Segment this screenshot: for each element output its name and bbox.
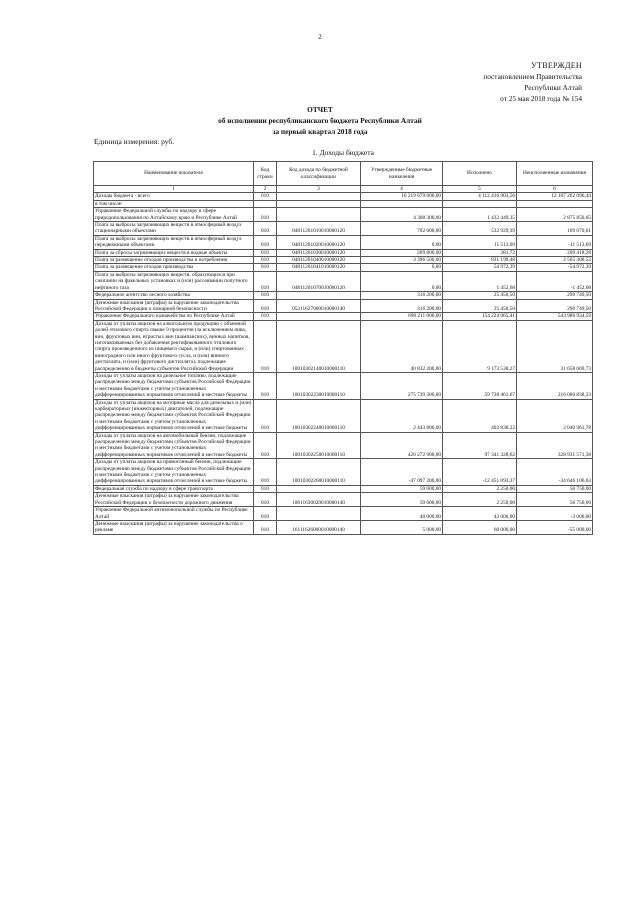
table-row [94,235,593,249]
row-name: Управление Федеральной службы по надзору в сфере природопользования по Алтайскому краю и Республике Алтай [94,208,254,222]
row-approved: 3 396 500,00 [361,257,443,264]
row-line-code: 010 [254,313,277,320]
row-approved: 316 200,00 [361,299,443,313]
row-remaining: -34 646 106,63 [517,459,593,486]
row-approved: 0,00 [361,264,443,271]
approval-line: Республики Алтай [524,83,582,92]
income-table [93,161,593,535]
row-line-code: 010 [254,264,277,271]
row-name: Управление Федеральной антимонопольной службы по Республике Алтай [94,507,254,521]
row-approved: 2 443 800,00 [361,399,443,432]
row-name: Доходы бюджета - всего [94,193,254,200]
row-line-code: 010 [254,235,277,249]
row-remaining: 216 000 838,33 [517,372,593,399]
row-line-code: 010 [254,193,277,200]
row-name: Доходы от уплаты акцизов на автомобильный бензин, подлежащие распределению между бюджетами субъектов Российской Федерации и местными бюджетами с учетом установленных дифференцированных нормативов отчислений в местные бюджеты [94,432,254,459]
row-income-code: 10010302240010000110 [277,399,361,432]
row-executed: 532 929,39 [443,222,517,236]
row-line-code: 010 [254,485,277,492]
table-row [94,222,593,236]
row-line-code: 010 [254,271,277,291]
row-name: Доходы от уплаты акцизов на дизельное топливо, подлежащие распределению между бюджетами субъектов Российской Федерации и местными бюджетами с учетом установленных дифференцированных нормативов отчислений в местные бюджеты [94,372,254,399]
table-row [94,520,593,534]
table-row [94,208,593,222]
row-line-code: 010 [254,257,277,264]
row-income-code [277,292,361,299]
row-remaining: 2 875 850,65 [517,208,593,222]
row-executed: 54 972,39 [443,264,517,271]
row-remaining: 12 107 262 096,44 [517,193,593,200]
column-header: Код дохода по бюджетной классификации [277,162,361,186]
table-row [94,257,593,264]
row-approved: 59 000,00 [361,493,443,507]
row-approved: 16 219 679 000,00 [361,193,443,200]
row-remaining: -1 452,68 [517,271,593,291]
column-number: 5 [443,186,517,193]
column-number: 2 [254,186,277,193]
column-header: Утвержденные бюджетные назначения [361,162,443,186]
row-approved: 698 211 000,00 [361,313,443,320]
row-line-code: 010 [254,399,277,432]
row-executed: 43 000,00 [443,507,517,521]
row-income-code [277,193,361,200]
column-header: Исполнено [443,162,517,186]
row-name: Доходы от уплаты акцизов на моторные масла для дизельных и (или) карбюраторных (инжекторных) двигателей, подлежащие распределению между бюджетами субъектов Российской Федерации и местными бюджетами с учетом установленных дифференцированных нормативов отчислений в местные бюджеты [94,399,254,432]
row-remaining: 543 986 934,59 [517,313,593,320]
table-row [94,193,593,200]
row-remaining: -54 972,39 [517,264,593,271]
row-income-code: 04811201041010000120 [277,264,361,271]
row-name: Управление Федерального казначейства по Республике Алтай [94,313,254,320]
table-row [94,271,593,291]
column-header: Код строки [254,162,277,186]
row-executed: 831 199,48 [443,257,517,264]
row-approved: 702 000,00 [361,222,443,236]
table-row [94,372,593,399]
row-income-code: 10010302250010000110 [277,432,361,459]
table-row [94,399,593,432]
row-executed: 25 450,50 [443,292,517,299]
column-number: 6 [517,186,593,193]
approval-line: постановлением Правительства [483,72,582,81]
row-remaining: 169 070,61 [517,222,593,236]
page-number: 2 [318,33,322,41]
row-income-code: 04811201020010000120 [277,235,361,249]
table-row [94,200,593,207]
row-remaining: 209 418,28 [517,249,593,256]
table-row [94,459,593,486]
row-approved: 5 000,00 [361,520,443,534]
row-remaining: 290 749,50 [517,292,593,299]
row-income-code [277,485,361,492]
row-approved: 40 832 200,00 [361,320,443,372]
column-number: 1 [94,186,254,193]
row-approved: 426 272 900,00 [361,432,443,459]
title-line: ОТЧЕТ [307,105,333,114]
row-name: Доходы от уплаты акцизов на алкогольную продукцию с объемной долей этилового спирта свыше 9 процентов (за исключением пива, вин, фруктовых вин, игристых вин (шампанских), винных напитков, изготавливаемых без добавления ректификованного этилового спирта произведенного из пищевого сырья, и (или) спиртованных виноградного или иного фруктового сусла, и (или) винного дистиллята, и (или) фруктового дистиллята), подлежащие распределению в бюджеты субъектов Российской Федерации [94,320,254,372]
table-row [94,313,593,320]
row-executed: -12 451 093,37 [443,459,517,486]
row-name: в том числе: [94,200,254,207]
row-income-code: 05311627000010000140 [277,299,361,313]
report-title [0,104,640,137]
row-remaining: -3 000,00 [517,507,593,521]
row-executed: 9 173 530,27 [443,320,517,372]
row-approved: 209 800,00 [361,249,443,256]
row-approved: 59 000,00 [361,485,443,492]
row-income-code: 10010302140010000110 [277,320,361,372]
title-line: об исполнении республиканского бюджета Республики Алтай [218,116,422,125]
row-executed: 2 250,00 [443,493,517,507]
row-approved: -47 097 200,00 [361,459,443,486]
row-remaining: 328 931 571,38 [517,432,593,459]
row-income-code: 16111626000010000140 [277,520,361,534]
column-header: Наименование показателя [94,162,254,186]
row-name: Федеральная служба по надзору в сфере транспорта [94,485,254,492]
row-line-code: 010 [254,507,277,521]
row-executed: 1 432 449,35 [443,208,517,222]
row-executed: 97 341 328,62 [443,432,517,459]
row-approved: 0,00 [361,271,443,291]
row-remaining: -55 000,00 [517,520,593,534]
row-name: Плата за размещение отходов производства [94,264,254,271]
approval-line: от 25 мая 2018 года № 154 [500,94,582,103]
row-income-code: 04811201010010000120 [277,222,361,236]
row-line-code: 010 [254,520,277,534]
row-line-code: 010 [254,320,277,372]
row-income-code [277,507,361,521]
row-income-code: 04811201030010000120 [277,249,361,256]
table-row [94,299,593,313]
row-name: Плата за сбросы загрязняющих веществ в водные объекты [94,249,254,256]
row-executed: 25 450,50 [443,299,517,313]
row-name: Доходы от уплаты акцизов на прямогонный бензин, подлежащие распределению между бюджетами субъектов Российской Федерации и местными бюджетами с учетом установленных дифференцированных нормативов отчислений в местные бюджеты [94,459,254,486]
row-executed: 1 452,68 [443,271,517,291]
row-line-code: 010 [254,493,277,507]
column-number: 4 [361,186,443,193]
row-approved: 316 200,00 [361,292,443,299]
row-name: Плата за размещение отходов производства и потребления [94,257,254,264]
row-line-code: 010 [254,249,277,256]
row-approved: 40 000,00 [361,507,443,521]
row-income-code [277,208,361,222]
row-approved: 0,00 [361,235,443,249]
table-row [94,249,593,256]
row-income-code: 10010302230010000110 [277,372,361,399]
row-remaining: 2 040 961,78 [517,399,593,432]
row-name: Федеральное агентство лесного хозяйства [94,292,254,299]
row-executed: 4 112 416 903,56 [443,193,517,200]
column-number-row [94,186,593,193]
row-income-code [277,200,361,207]
approval-stamp [483,60,582,104]
unit-label: Единица измерения: руб. [94,137,175,146]
row-line-code: 010 [254,459,277,486]
row-income-code [277,313,361,320]
row-income-code: 04811201070010000120 [277,271,361,291]
row-remaining: 31 658 669,73 [517,320,593,372]
row-name: Денежные взыскания (штрафы) за нарушение законодательства Российской Федерации о пожарной безопасности [94,299,254,313]
row-remaining: 56 750,00 [517,485,593,492]
row-remaining: 56 750,00 [517,493,593,507]
table-row [94,493,593,507]
title-line: за первый квартал 2018 года [272,127,368,136]
row-approved: 4 308 300,00 [361,208,443,222]
row-executed: 60 000,00 [443,520,517,534]
table-row [94,485,593,492]
row-executed: 2 250,00 [443,485,517,492]
approval-heading: УТВЕРЖДЕН [531,61,582,70]
row-income-code: 10611630020010000140 [277,493,361,507]
section-title: 1. Доходы бюджета [312,148,374,157]
row-income-code: 04811201040010000120 [277,257,361,264]
row-approved: 275 739 300,00 [361,372,443,399]
table-row [94,292,593,299]
row-executed: 154 224 065,41 [443,313,517,320]
table-row [94,320,593,372]
row-executed: 11 513,69 [443,235,517,249]
row-name: Плата за выбросы загрязняющих веществ в атмосферный воздух передвижными объектами [94,235,254,249]
row-line-code: 010 [254,208,277,222]
table-header-row [94,162,593,186]
row-name: Плата за выбросы загрязняющих веществ, образующихся при сжигании на факельных установках и (или) рассеивании попутного нефтяного газа [94,271,254,291]
table-row [94,507,593,521]
row-line-code: 010 [254,372,277,399]
row-line-code [254,200,277,207]
row-name: Денежные взыскания (штрафы) за нарушение законодательства о рекламе [94,520,254,534]
row-name: Денежные взыскания (штрафы) за нарушение законодательства Российской Федерации о безопасности дорожного движения [94,493,254,507]
row-line-code: 010 [254,432,277,459]
row-approved [361,200,443,207]
row-line-code: 010 [254,299,277,313]
row-income-code: 10010302260010000110 [277,459,361,486]
row-line-code: 010 [254,222,277,236]
table-row [94,264,593,271]
row-remaining: 290 749,50 [517,299,593,313]
row-name: Плата за выбросы загрязняющих веществ в атмосферный воздух стационарными объектами [94,222,254,236]
column-header: Неисполненные назначения [517,162,593,186]
column-number: 3 [277,186,361,193]
row-line-code: 010 [254,292,277,299]
row-remaining: 2 565 300,52 [517,257,593,264]
row-remaining: -11 513,69 [517,235,593,249]
row-executed [443,200,517,207]
table-row [94,432,593,459]
row-executed: 402 838,22 [443,399,517,432]
row-executed: 381,72 [443,249,517,256]
row-remaining [517,200,593,207]
row-executed: 59 738 461,67 [443,372,517,399]
